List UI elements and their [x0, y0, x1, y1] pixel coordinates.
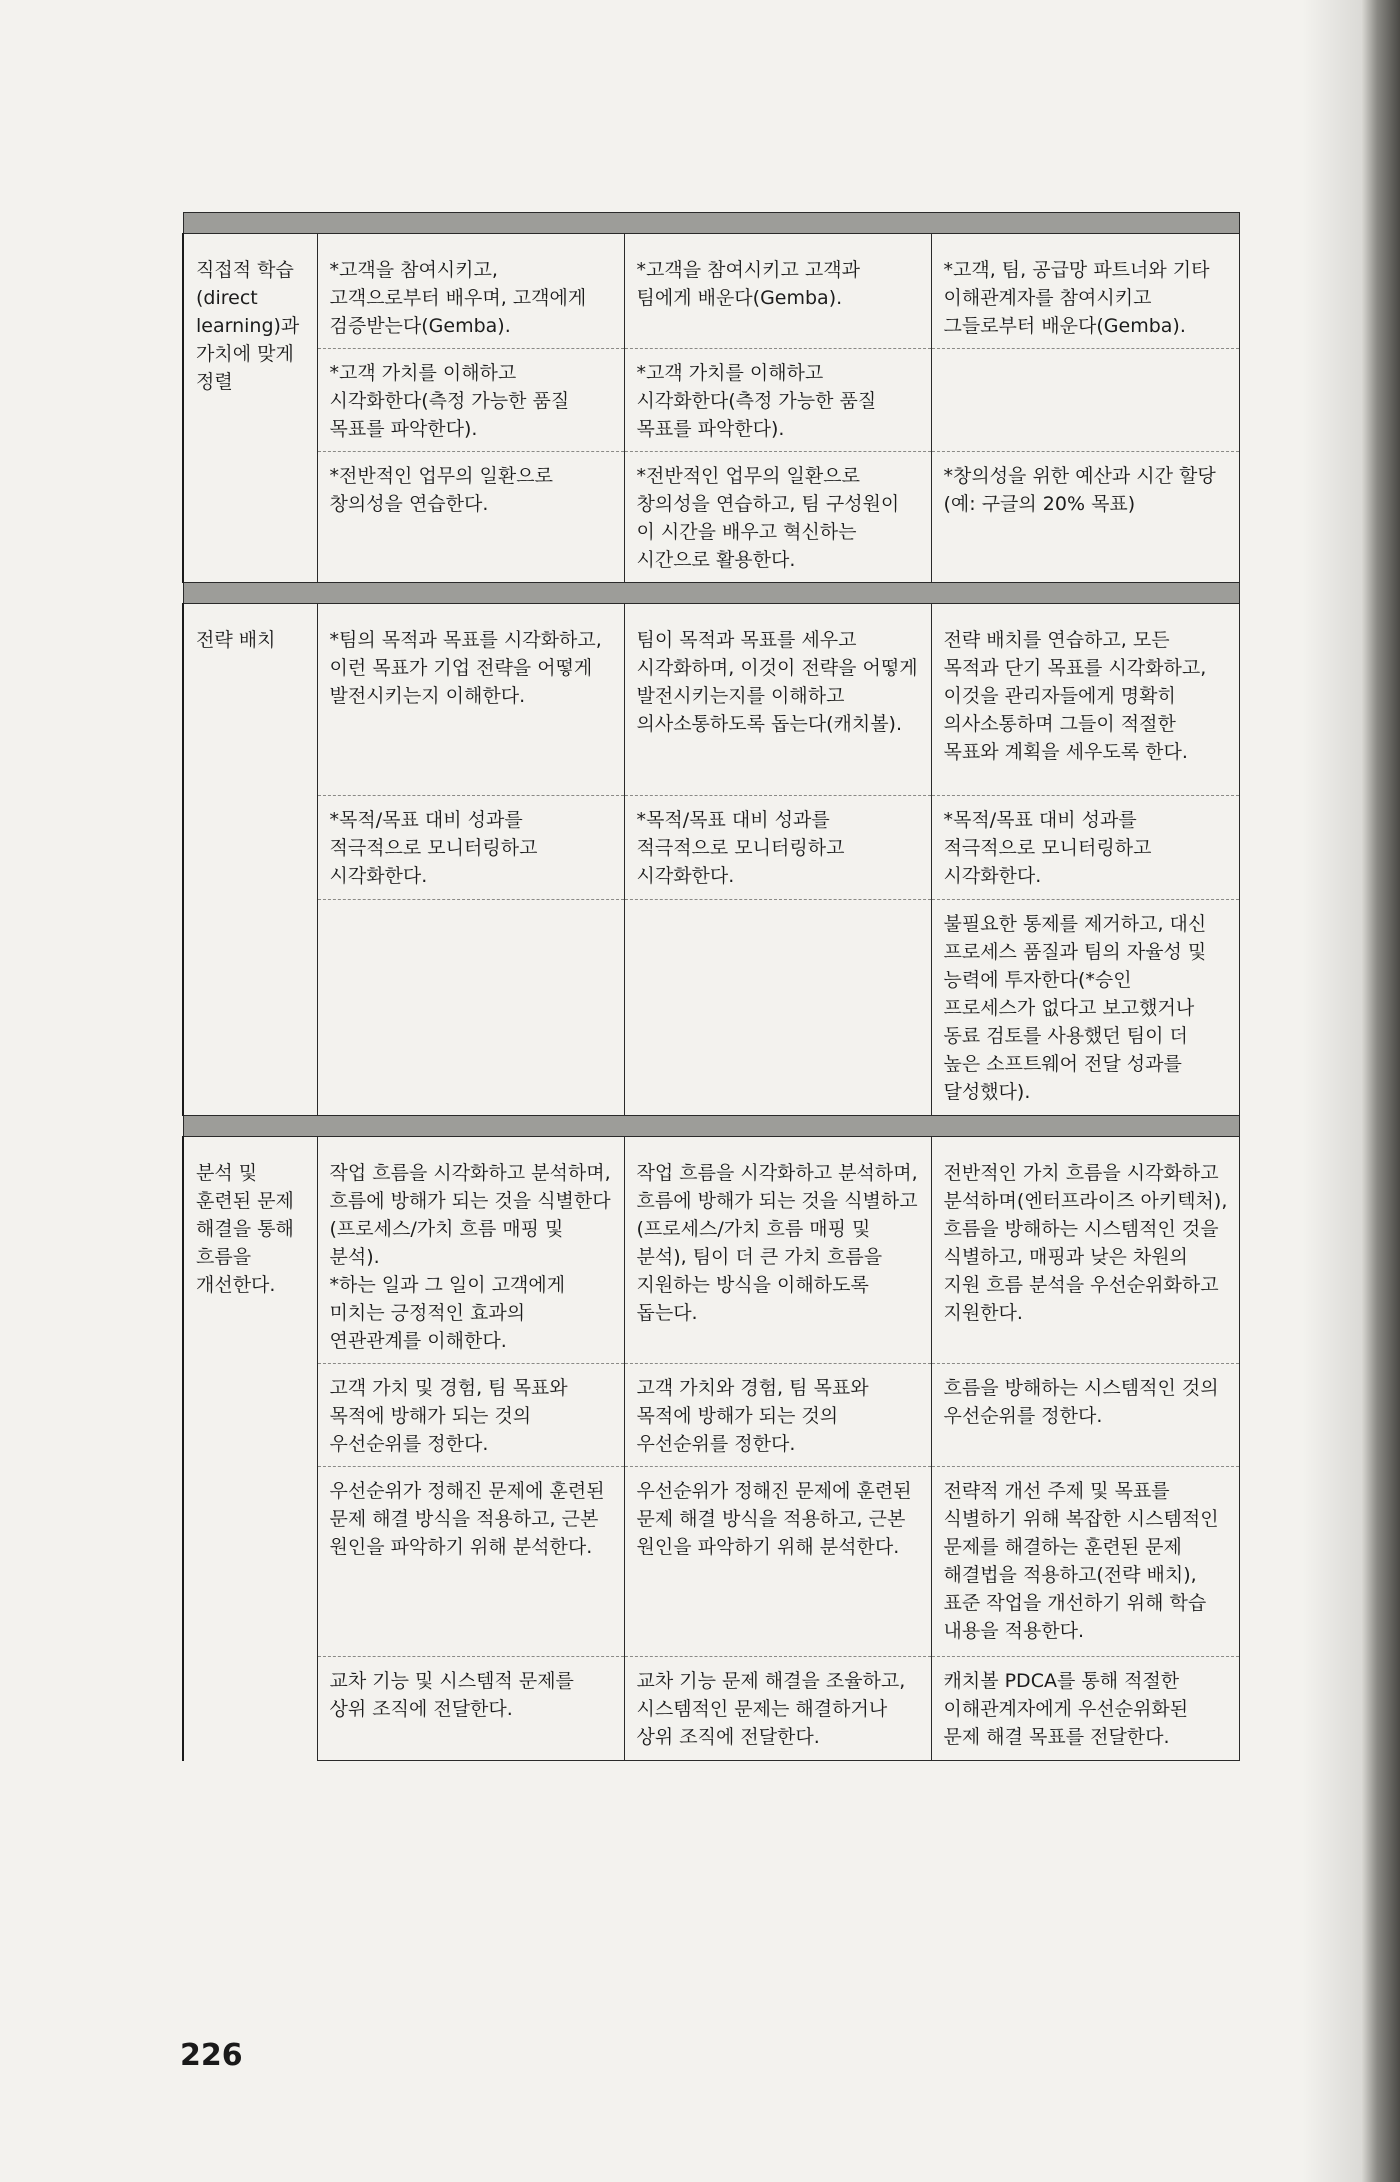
table-cell: 불필요한 통제를 제거하고, 대신 프로세스 품질과 팀의 자율성 및 능력에 투자한다(*승인 프로세스가 없다고 보고했거나 동료 검토를 사용했던 팀이 더 높은 소프트웨어 전달 성과를 달성했다).	[931, 900, 1239, 1116]
table-cell: 교차 기능 및 시스템적 문제를 상위 조직에 전달한다.	[317, 1657, 624, 1761]
table-row	[183, 900, 1239, 1116]
table-row	[183, 452, 1239, 583]
table-cell: *고객을 참여시키고, 고객으로부터 배우며, 고객에게 검증받는다(Gemba).	[317, 234, 624, 349]
page-number: 226	[180, 2038, 243, 2073]
table-cell: 고객 가치 및 경험, 팀 목표와 목적에 방해가 되는 것의 우선순위를 정한다.	[317, 1364, 624, 1467]
table-cell	[931, 349, 1239, 452]
page-shadow	[1302, 0, 1362, 2182]
category-label: 직접적 학습(direct learning)과 가치에 맞게 정렬	[196, 259, 300, 393]
table-cell: *고객 가치를 이해하고 시각화한다(측정 가능한 품질 목표를 파악한다).	[317, 349, 624, 452]
table-cell: *고객 가치를 이해하고 시각화한다(측정 가능한 품질 목표를 파악한다).	[624, 349, 931, 452]
section-band	[183, 213, 1239, 234]
table-row	[183, 604, 1239, 796]
table-cell: 우선순위가 정해진 문제에 훈련된 문제 해결 방식을 적용하고, 근본 원인을 파악하기 위해 분석한다.	[317, 1467, 624, 1657]
table-cell: *전반적인 업무의 일환으로 창의성을 연습하고, 팀 구성원이 이 시간을 배우고 혁신하는 시간으로 활용한다.	[624, 452, 931, 583]
table-cell: 흐름을 방해하는 시스템적인 것의 우선순위를 정한다.	[931, 1364, 1239, 1467]
table-row	[183, 1657, 1239, 1761]
section-band	[183, 1116, 1239, 1137]
table-row	[183, 796, 1239, 900]
table-cell: 전략적 개선 주제 및 목표를 식별하기 위해 복잡한 시스템적인 문제를 해결하는 훈련된 문제 해결법을 적용하고(전략 배치), 표준 작업을 개선하기 위해 학습 내용을 적용한다.	[931, 1467, 1239, 1657]
table-cell	[317, 900, 624, 1116]
table-cell: *고객, 팀, 공급망 파트너와 기타 이해관계자를 참여시키고 그들로부터 배운다(Gemba).	[931, 234, 1239, 349]
table-cell: 작업 흐름을 시각화하고 분석하며, 흐름에 방해가 되는 것을 식별한다(프로세스/가치 흐름 매핑 및 분석). *하는 일과 그 일이 고객에게 미치는 긍정적인 효과의 연관관계를 이해한다.	[317, 1137, 624, 1364]
table-row	[183, 1137, 1239, 1364]
table-cell: *고객을 참여시키고 고객과 팀에게 배운다(Gemba).	[624, 234, 931, 349]
table-cell: *목적/목표 대비 성과를 적극적으로 모니터링하고 시각화한다.	[624, 796, 931, 900]
table-cell: 전략 배치를 연습하고, 모든 목적과 단기 목표를 시각화하고, 이것을 관리자들에게 명확히 의사소통하며 그들이 적절한 목표와 계획을 세우도록 한다.	[931, 604, 1239, 796]
practices-table	[182, 212, 1240, 1761]
table-row	[183, 349, 1239, 452]
table-cell	[624, 900, 931, 1116]
category-label: 분석 및 훈련된 문제 해결을 통해 흐름을 개선한다.	[196, 1162, 294, 1296]
table-row	[183, 234, 1239, 349]
table-cell: *팀의 목적과 목표를 시각화하고, 이런 목표가 기업 전략을 어떻게 발전시키는지 이해한다.	[317, 604, 624, 796]
table-cell: *전반적인 업무의 일환으로 창의성을 연습한다.	[317, 452, 624, 583]
table-row	[183, 1364, 1239, 1467]
book-spine-edge	[1362, 0, 1400, 2182]
table-cell: 우선순위가 정해진 문제에 훈련된 문제 해결 방식을 적용하고, 근본 원인을 파악하기 위해 분석한다.	[624, 1467, 931, 1657]
table-cell: 캐치볼 PDCA를 통해 적절한 이해관계자에게 우선순위화된 문제 해결 목표를 전달한다.	[931, 1657, 1239, 1761]
table-cell: 작업 흐름을 시각화하고 분석하며, 흐름에 방해가 되는 것을 식별하고(프로세스/가치 흐름 매핑 및 분석), 팀이 더 큰 가치 흐름을 지원하는 방식을 이해하도록 돕는다.	[624, 1137, 931, 1364]
table-cell: 고객 가치와 경험, 팀 목표와 목적에 방해가 되는 것의 우선순위를 정한다.	[624, 1364, 931, 1467]
table-cell: *목적/목표 대비 성과를 적극적으로 모니터링하고 시각화한다.	[931, 796, 1239, 900]
table-cell: 전반적인 가치 흐름을 시각화하고 분석하며(엔터프라이즈 아키텍처), 흐름을 방해하는 시스템적인 것을 식별하고, 매핑과 낮은 차원의 지원 흐름 분석을 우선순위화하고 지원한다.	[931, 1137, 1239, 1364]
category-label: 전략 배치	[196, 629, 276, 651]
section-band	[183, 583, 1239, 604]
table-cell: *창의성을 위한 예산과 시간 할당(예: 구글의 20% 목표)	[931, 452, 1239, 583]
table-cell: 교차 기능 문제 해결을 조율하고, 시스템적인 문제는 해결하거나 상위 조직에 전달한다.	[624, 1657, 931, 1761]
table-cell: 팀이 목적과 목표를 세우고 시각화하며, 이것이 전략을 어떻게 발전시키는지를 이해하고 의사소통하도록 돕는다(캐치볼).	[624, 604, 931, 796]
category-cell	[183, 1137, 317, 1761]
table-row	[183, 1467, 1239, 1657]
table-cell: *목적/목표 대비 성과를 적극적으로 모니터링하고 시각화한다.	[317, 796, 624, 900]
practices-table-frame	[182, 212, 1238, 1761]
category-cell	[183, 234, 317, 583]
category-cell	[183, 604, 317, 1116]
